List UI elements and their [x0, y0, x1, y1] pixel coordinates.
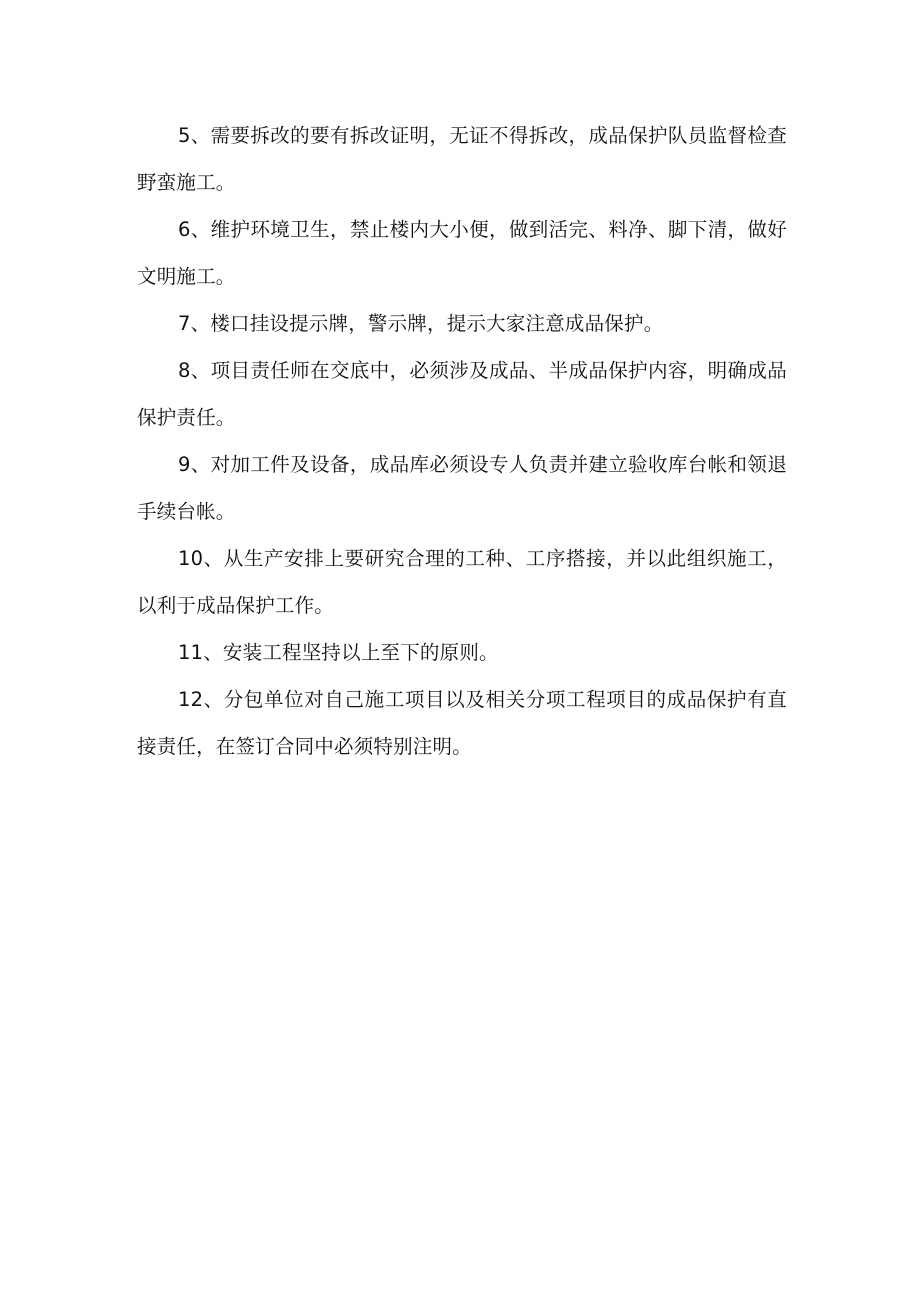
paragraph-item-7: 7、楼口挂设提示牌，警示牌，提示大家注意成品保护。 [178, 312, 664, 335]
paragraph-item-12: 12、分包单位对自己施工项目以及相关分项工程项目的成品保护有直接责任，在签订合同中必须特别注明。 [137, 688, 787, 758]
paragraph-item-8: 8、项目责任师在交底中，必须涉及成品、半成品保护内容，明确成品保护责任。 [137, 359, 787, 429]
paragraph-item-10: 10、从生产安排上要研究合理的工种、工序搭接，并以此组织施工，以利于成品保护工作。 [137, 547, 787, 617]
paragraph-item-11: 11、安装工程坚持以上至下的原则。 [178, 641, 499, 664]
paragraph-item-6: 6、维护环境卫生，禁止楼内大小便，做到活完、料净、脚下清，做好文明施工。 [137, 218, 787, 288]
paragraph-item-9: 9、对加工件及设备，成品库必须设专人负责并建立验收库台帐和领退手续台帐。 [137, 453, 787, 523]
document-body [137, 112, 787, 770]
paragraph-item-5: 5、需要拆改的要有拆改证明，无证不得拆改，成品保护队员监督检查野蛮施工。 [137, 124, 787, 194]
